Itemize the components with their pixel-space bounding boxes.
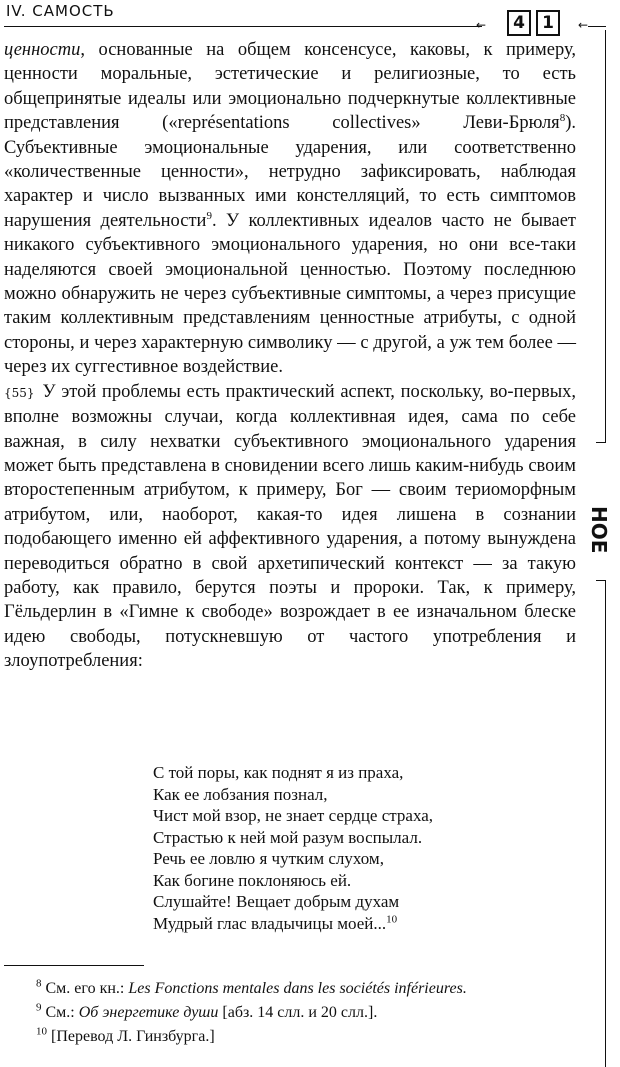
- footnote-ref-8: 8: [559, 112, 566, 125]
- footnote-8-title: Les Fonctions mentales dans les sociétés inférieures.: [128, 980, 467, 997]
- poem-line: Как богине поклоняюсь ей.: [153, 870, 352, 890]
- margin-rail-bottom: [605, 580, 606, 1067]
- footnote-9-title: Об энергетике души: [78, 1004, 219, 1021]
- footnote-9-prefix: См.:: [45, 1004, 79, 1021]
- margin-label: НОЕ: [587, 506, 611, 554]
- paragraph-2: [4, 380, 576, 674]
- margin-tick-top: [596, 442, 606, 443]
- footnote-ref-10: 10: [386, 912, 398, 925]
- poem-line: С той поры, как поднят я из праха,: [153, 763, 404, 782]
- poem-line: Мудрый глас владычицы моей...: [153, 913, 387, 933]
- footnote-10-text: [Перевод Л. Гинзбурга.]: [51, 1028, 215, 1045]
- header-rule-left: [4, 26, 482, 27]
- footnote-9-suffix: [абз. 14 слл. и 20 слл.].: [218, 1004, 378, 1021]
- paragraph-1: [4, 38, 576, 380]
- poem-line: Чист мой взор, не знает сердце страха,: [153, 806, 434, 825]
- poem: [153, 762, 553, 934]
- footnote-number: 10: [36, 1025, 47, 1038]
- footnote-number: 8: [36, 977, 42, 990]
- footnote-rule: [4, 965, 144, 966]
- margin-rail-top: [605, 30, 606, 442]
- paragraph-1-text-b: ). Субъективные эмоциональные ударения, или соответственно «количественные ценности», нетрудно зафиксировать, наблюдая характер и число вызванных ими констелляций, то есть симптомов нарушения деятельности: [4, 113, 576, 231]
- page-number-digit-2: 1: [536, 10, 560, 36]
- body-text: [4, 38, 576, 674]
- italic-lead-word: ценности: [4, 40, 81, 60]
- footnote-8: [36, 977, 576, 1001]
- paragraph-2-text: У этой проблемы есть практический аспект, поскольку, во-первых, вполне возможны случаи, когда коллективная идея, сама по себе важная, в силу нехватки субъективного эмоционального ударения может быть представлена в сновидении всего лишь каким-нибудь своим второстепенным атрибутом, к примеру, Бог — своим териоморфным атрибутом, или, наоборот, какая-то идея лишена в сознании подобающего именно ей аффективного ударения, а потому вынуждена переводиться обратно в свой архетипический контекст — за такую работу, как правило, берутся поэты и пророки. Так, к примеру, Гёльдерлин в «Гимне к свободе» возрождает в ее изначальном блеске идею свободы, потускневшую от частого употребления и злоупотребления:: [4, 381, 576, 672]
- arrow-left-icon: ←: [476, 18, 487, 32]
- poem-line: Речь ее ловлю я чутким слухом,: [153, 849, 384, 868]
- poem-line: Слушайте! Вещает добрым духам: [153, 892, 400, 911]
- footnotes: [36, 977, 576, 1049]
- paragraph-1-text-c: . У коллективных идеалов часто не бывает никакого субъективного эмоционального ударения, но они все-таки наделяются своей эмоциональной ценностью. Поэтому последнюю можно обнаружить не через субъективные симптомы, а через присущие таким коллективным представлениям ценностные атрибуты, с одной стороны, и через характерную символику — с другой, а уж тем более — через их суггестивное воздействие.: [4, 210, 576, 378]
- page-number-digit-1: 4: [507, 10, 531, 36]
- footnote-8-prefix: См. его кн.:: [45, 980, 129, 997]
- footnote-9: [36, 1001, 576, 1025]
- poem-line: Как ее лобзания познал,: [153, 784, 328, 804]
- running-title: IV. САМОСТЬ: [6, 2, 115, 20]
- footnote-ref-9: 9: [206, 209, 212, 222]
- arrow-right-icon: ←: [578, 18, 589, 32]
- poem-line-last: [153, 913, 553, 935]
- poem-line: Страстью к ней мой разум воспылал.: [153, 827, 423, 847]
- footnote-number: 9: [36, 1001, 42, 1014]
- header-rule-right: [588, 26, 606, 27]
- paragraph-number: {55}: [4, 385, 35, 400]
- paragraph-1-text-a: , основанные на общем консенсусе, каковы, к примеру, ценности моральные, эстетические и религиозные, то есть общепринятые идеалы или эмоционально подчеркнутые коллективные представления («représentations collectives» Леви-Брюля: [4, 40, 576, 134]
- footnote-10: [36, 1025, 576, 1049]
